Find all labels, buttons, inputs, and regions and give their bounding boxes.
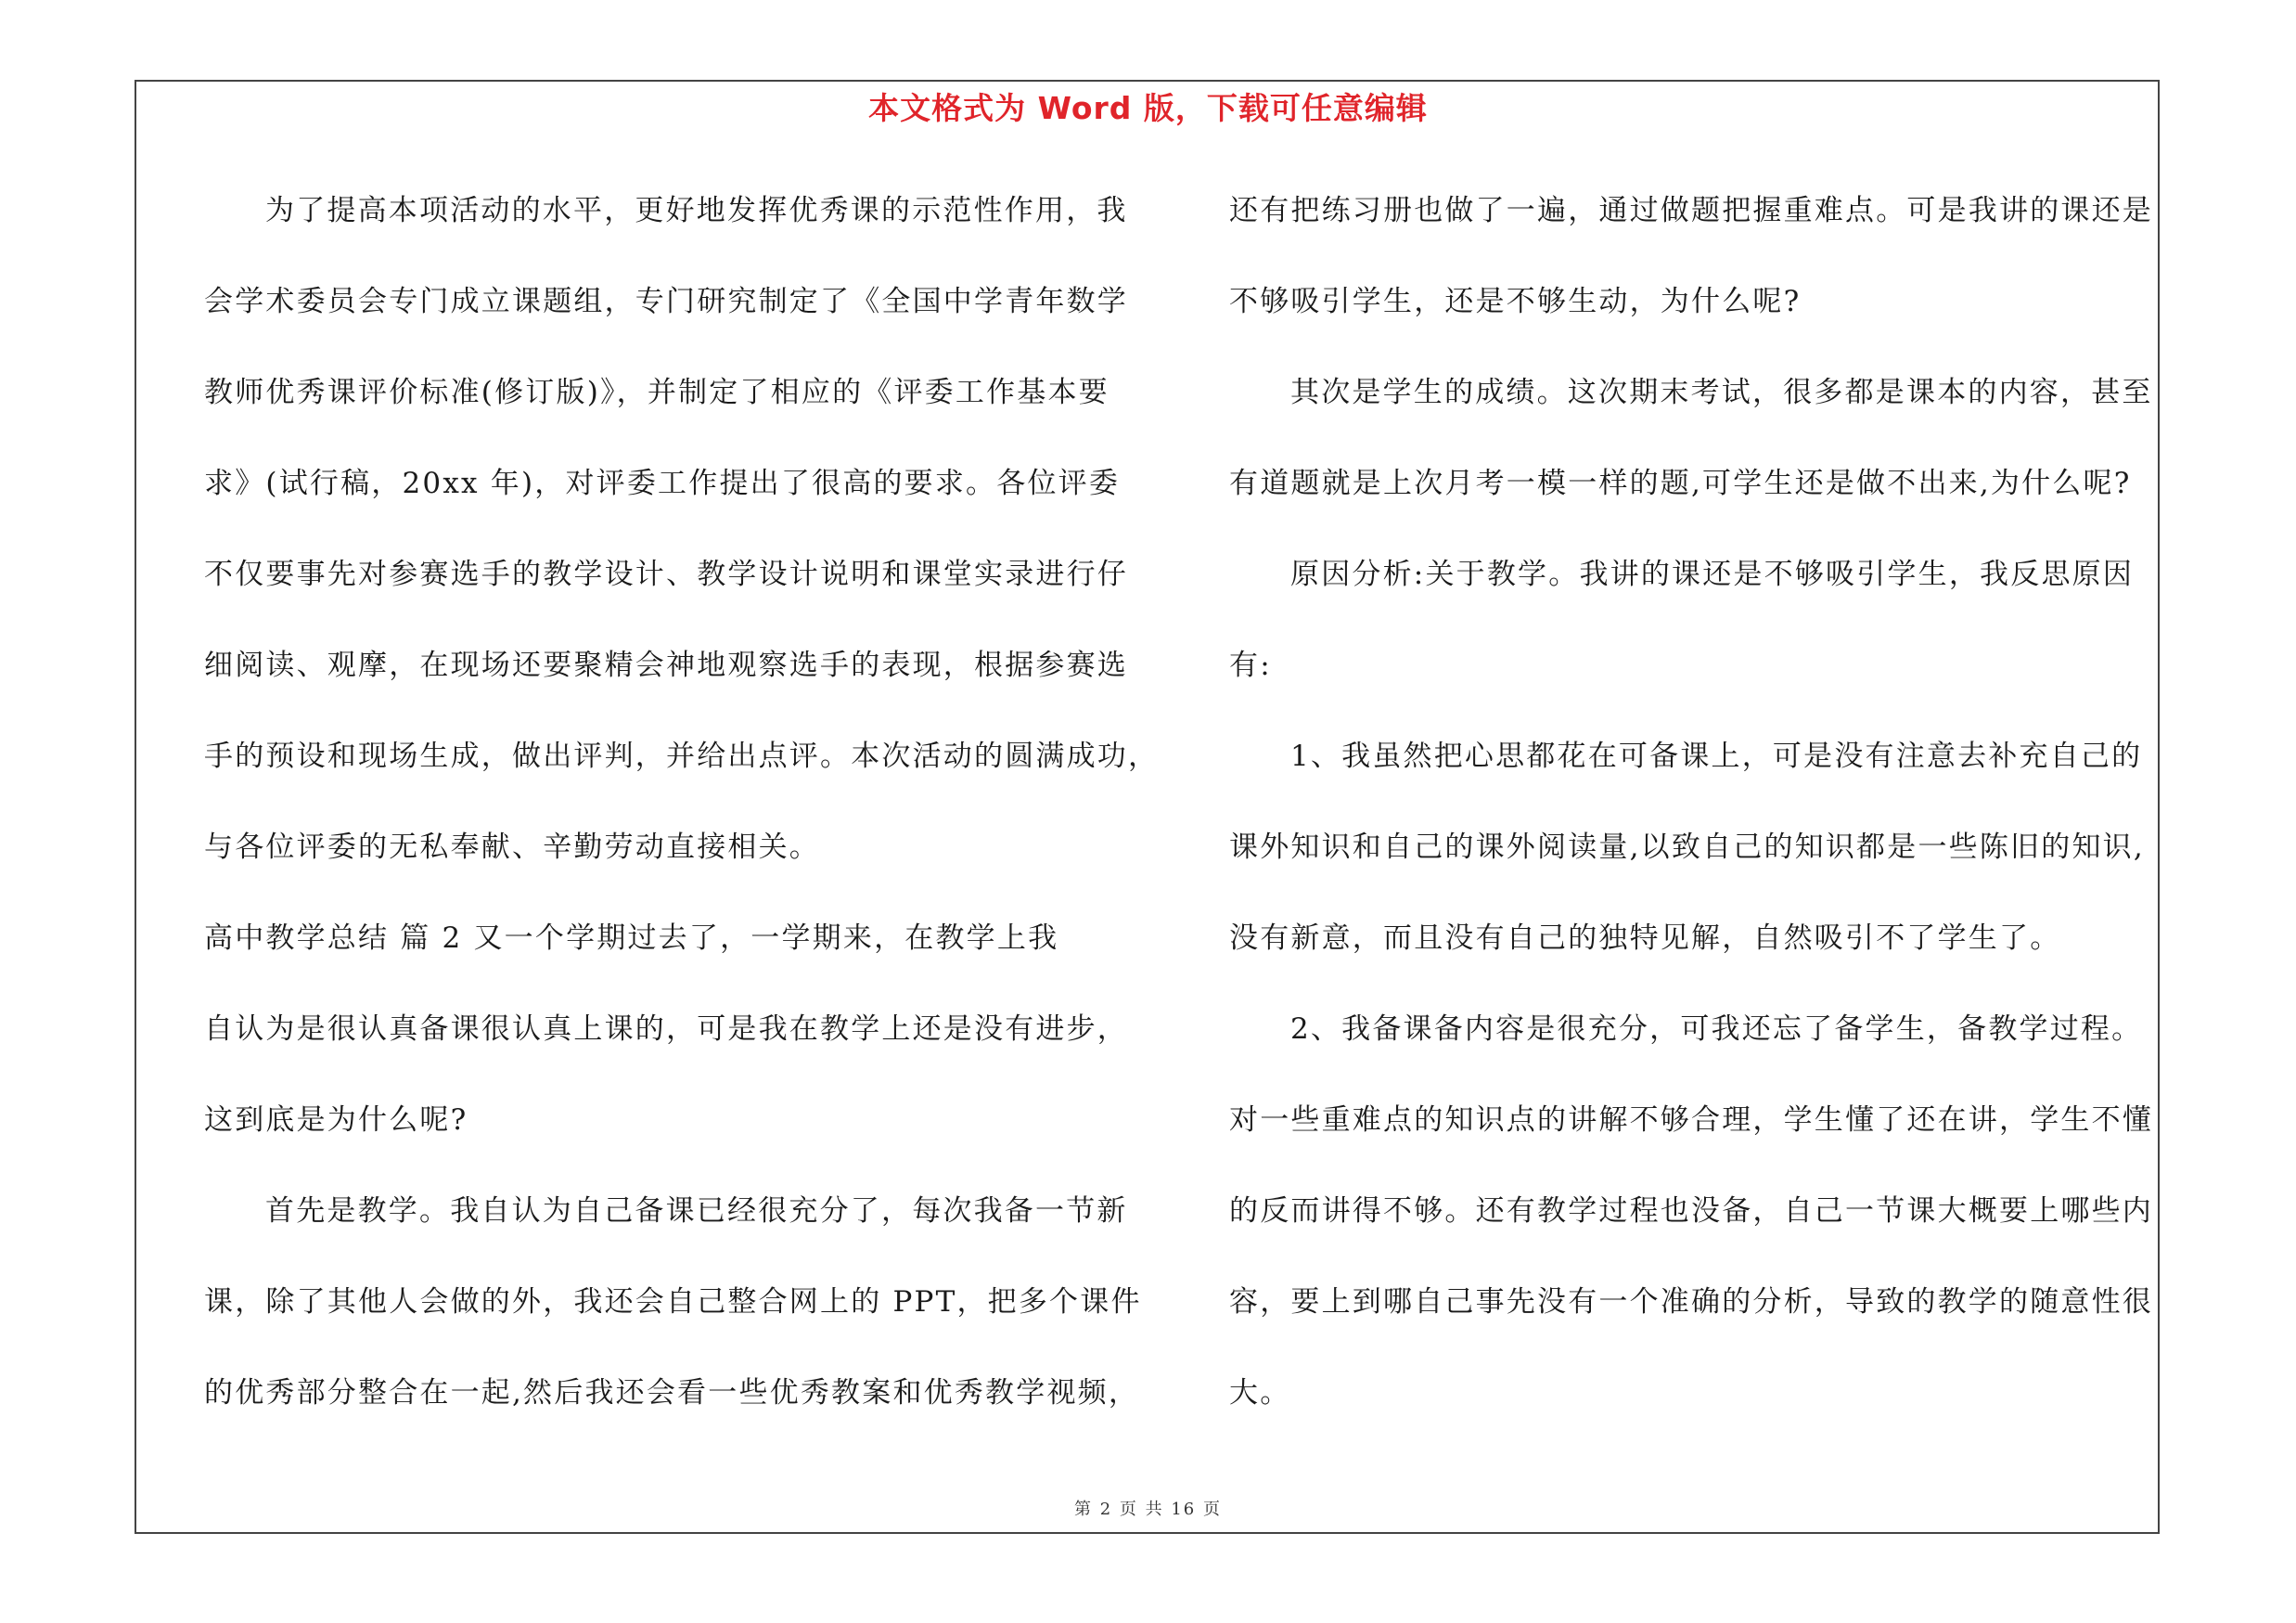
text-line: 自认为是很认真备课很认真上课的，可是我在教学上还是没有进步， — [204, 1012, 1128, 1046]
text-line: 课，除了其他人会做的外，我还会自己整合网上的 PPT，把多个课件 — [204, 1285, 1142, 1319]
text-line: 这到底是为什么呢? — [204, 1103, 468, 1137]
text-line: 首先是教学。我自认为自己备课已经很充分了，每次我备一节新 — [265, 1194, 1128, 1228]
format-banner: 本文格式为 Word 版，下载可任意编辑 — [868, 90, 1428, 126]
text-line: 还有把练习册也做了一遍，通过做题把握重难点。可是我讲的课还是 — [1229, 194, 2153, 227]
text-line: 教师优秀课评价标准(修订版)》，并制定了相应的《评委工作基本要 — [204, 376, 1110, 409]
text-line: 没有新意，而且没有自己的独特见解，自然吸引不了学生了。 — [1229, 921, 2061, 955]
text-line: 的优秀部分整合在一起,然后我还会看一些优秀教案和优秀教学视频， — [204, 1376, 1140, 1410]
text-line: 1、我虽然把心思都花在可备课上，可是没有注意去补充自己的 — [1290, 740, 2143, 773]
left-text-column — [204, 182, 1160, 1455]
text-line: 原因分析:关于教学。我讲的课还是不够吸引学生，我反思原因 — [1290, 558, 2135, 591]
text-line: 不仅要事先对参赛选手的教学设计、教学设计说明和课堂实录进行仔 — [204, 558, 1128, 591]
right-text-column — [1229, 182, 2166, 1455]
text-line: 对一些重难点的知识点的讲解不够合理，学生懂了还在讲，学生不懂 — [1229, 1103, 2153, 1137]
text-line: 手的预设和现场生成，做出评判，并给出点评。本次活动的圆满成功， — [204, 740, 1160, 773]
text-line: 高中教学总结 篇 2 又一个学期过去了，一学期来，在教学上我 — [204, 921, 1059, 955]
text-line: 与各位评委的无私奉献、辛勤劳动直接相关。 — [204, 831, 820, 864]
text-line: 其次是学生的成绩。这次期末考试，很多都是课本的内容，甚至 — [1290, 376, 2153, 409]
text-line: 细阅读、观摩，在现场还要聚精会神地观察选手的表现，根据参赛选 — [204, 649, 1128, 682]
text-line: 不够吸引学生，还是不够生动，为什么呢? — [1229, 285, 1802, 318]
text-line: 会学术委员会专门成立课题组，专门研究制定了《全国中学青年数学 — [204, 285, 1128, 318]
text-line: 有: — [1229, 649, 1272, 682]
text-line: 课外知识和自己的课外阅读量,以致自己的知识都是一些陈旧的知识, — [1229, 831, 2145, 864]
text-line: 2、我备课备内容是很充分，可我还忘了备学生，备教学过程。 — [1290, 1012, 2143, 1046]
text-line: 有道题就是上次月考一模一样的题,可学生还是做不出来,为什么呢? — [1229, 467, 2132, 500]
text-line: 的反而讲得不够。还有教学过程也没备，自己一节课大概要上哪些内 — [1229, 1194, 2153, 1228]
text-line: 容，要上到哪自己事先没有一个准确的分析，导致的教学的随意性很 — [1229, 1285, 2153, 1319]
text-line: 求》(试行稿，20xx 年)，对评委工作提出了很高的要求。各位评委 — [204, 467, 1121, 500]
page-number-footer: 第 2 页 共 16 页 — [1074, 1500, 1222, 1519]
text-line: 大。 — [1229, 1376, 1291, 1410]
text-line: 为了提高本项活动的水平，更好地发挥优秀课的示范性作用，我 — [265, 194, 1128, 227]
